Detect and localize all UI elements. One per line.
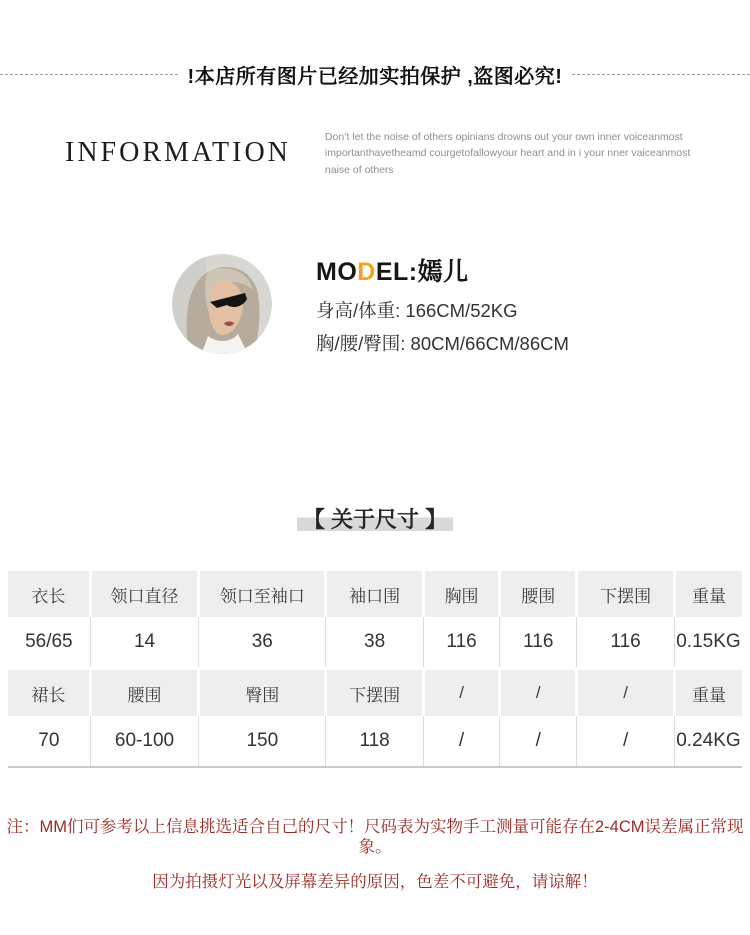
data-cell: 36 [199,617,326,669]
header-cell: 领口直径 [90,570,199,618]
model-name-accent: D [357,257,376,286]
model-details [316,252,578,356]
data-cell: 60-100 [90,716,199,767]
table-data-row-top [8,617,742,669]
model-name [316,252,578,288]
information-subtitle: Don’t let the noise of others opinians drowns out your own inner voiceanmost importanthavetheamd courgetofallowyour heart and in i your nner vaiceanmost naise of others [324,131,691,176]
data-cell: / [423,716,499,767]
data-cell: / [577,716,675,767]
header-cell: / [423,669,499,717]
header-cell: 腰围 [500,570,577,618]
table-data-row-skirt [8,716,742,767]
model-name-post: EL:嫣儿 [375,257,469,286]
header-cell: / [577,669,675,717]
header-cell: 重量 [674,570,742,618]
data-cell: 38 [326,617,424,669]
note-line-2: 因为拍摄灯光以及屏幕差异的原因，色差不可避免，请谅解！ [152,872,598,891]
data-cell: 0.15KG [674,617,742,669]
header-cell: 腰围 [90,669,199,717]
model-avatar [172,254,272,354]
disclaimer-notes [0,818,750,892]
anti-theft-notice-text: !本店所有图片已经加实拍保护 ,盗图必究! [187,66,563,88]
size-section-title: 【 关于尺寸 】 [297,507,453,532]
model-profile [0,252,750,356]
data-cell: 116 [500,617,577,669]
size-section-title-wrap [0,507,750,532]
data-cell: 0.24KG [674,716,742,767]
header-cell: 臀围 [199,669,326,717]
header-cell: 下摆围 [326,669,424,717]
header-cell: / [500,669,577,717]
information-header [65,129,705,178]
data-cell: 116 [577,617,675,669]
model-name-pre: MO [316,257,358,286]
data-cell: 116 [423,617,499,669]
model-measurements: 胸/腰/臀围: 80CM/66CM/86CM [316,332,569,354]
data-cell: / [500,716,577,767]
header-cell: 下摆围 [577,570,675,618]
header-cell: 裙长 [8,669,90,717]
table-header-row-skirt [8,669,742,717]
header-cell: 重量 [674,669,742,717]
data-cell: 14 [90,617,199,669]
header-cell: 胸围 [423,570,499,618]
data-cell: 150 [199,716,326,767]
data-cell: 56/65 [8,617,90,669]
left-dashed-divider [0,74,178,75]
anti-theft-notice-bar [0,60,750,89]
information-title: INFORMATION [65,137,291,169]
size-table [8,568,742,768]
data-cell: 70 [8,716,90,767]
data-cell: 118 [326,716,424,767]
header-cell: 袖口围 [326,570,424,618]
right-dashed-divider [572,74,750,75]
note-line-1: 注：MM们可参考以上信息挑选适合自己的尺寸！尺码表为实物手工测量可能存在2-4CM误差属正常现象。 [6,818,744,856]
header-cell: 领口至袖口 [199,570,326,618]
header-cell: 衣长 [8,570,90,618]
model-height-weight: 身高/体重: 166CM/52KG [316,299,518,321]
table-header-row-top [8,570,742,618]
